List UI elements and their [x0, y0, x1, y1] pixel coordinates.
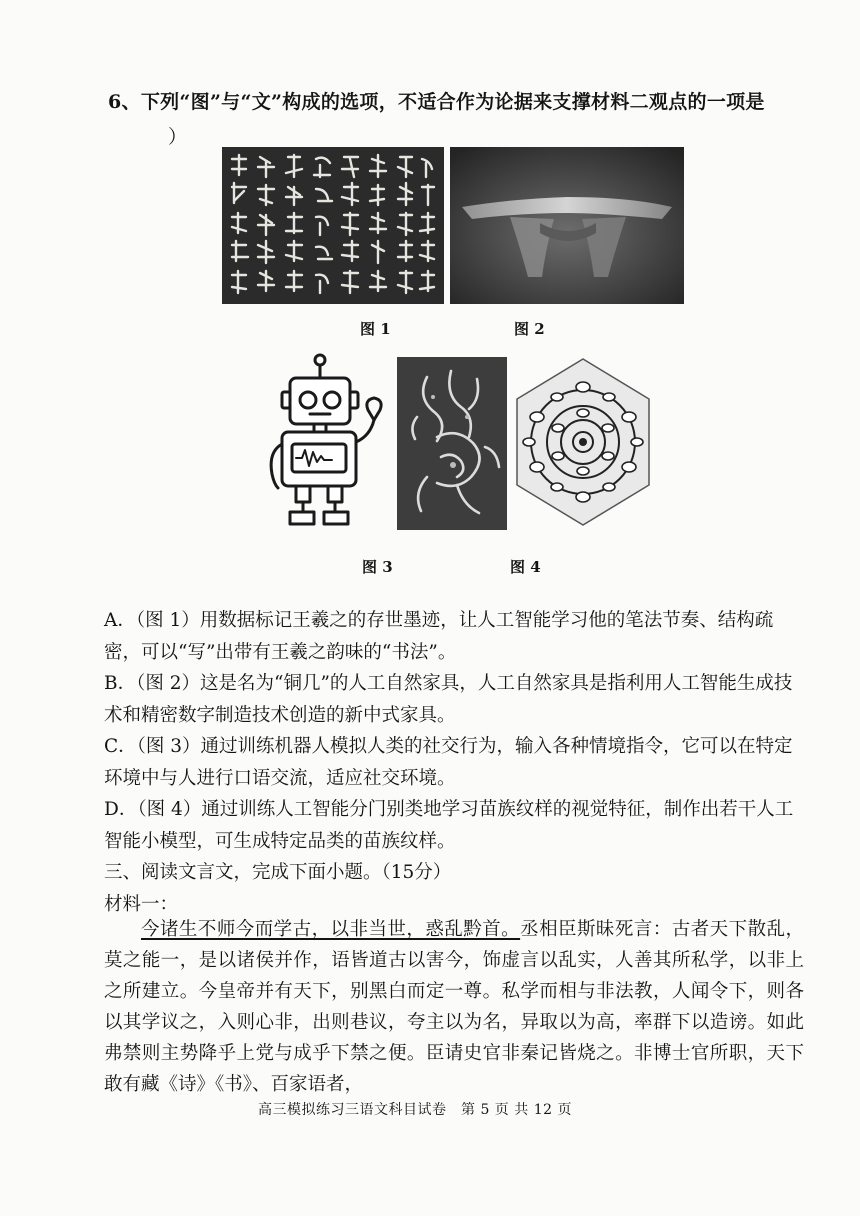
option-d: D．（图 4）通过训练人工智能分门别类地学习苗族纹样的视觉特征，制作出若干人工智能小模型，可生成特定品类的苗族纹样。 [104, 799, 794, 852]
classical-passage [104, 914, 804, 1100]
page-footer: 高三模拟练习三语文科目试卷 第 5 页 共 12 页 [258, 1102, 572, 1118]
answer-options [104, 605, 804, 920]
option-a: A．（图 1）用数据标记王羲之的存世墨迹，让人工智能学习他的笔法节奏、结构疏密，可以“写”出带有王羲之韵味的“书法”。 [104, 610, 774, 663]
underlined-sentence: 今诸生不师今而学古，以非当世，惑乱黔首。 [141, 919, 521, 940]
question-title: 6、下列“图”与“文”构成的选项，不适合作为论据来支撑材料二观点的一项是 [108, 91, 765, 113]
option-b: B．（图 2）这是名为“铜几”的人工自然家具，人工自然家具是指利用人工智能生成技术和精密数字制造技术创造的新中式家具。 [104, 673, 793, 726]
figure-3-caption: 图 3 [362, 558, 393, 576]
passage-paragraph [104, 914, 804, 1100]
option-c: C．（图 3）通过训练机器人模拟人类的社交行为，输入各种情境指令，它可以在特定环境中与人进行口语交流，适应社交环境。 [104, 736, 793, 789]
section-heading: 三、阅读文言文，完成下面小题。（15分） [104, 862, 452, 883]
material-label: 材料一： [104, 893, 179, 915]
figure-4-phoenix-pattern [397, 357, 507, 530]
figure-3-robot [268, 352, 390, 532]
figure-1-calligraphy [222, 147, 444, 304]
figure-2-caption: 图 2 [514, 320, 545, 338]
robot-icon [268, 352, 390, 532]
figure-2-furniture [450, 147, 684, 304]
figure-1-caption: 图 1 [360, 320, 391, 338]
figure-4-caption: 图 4 [510, 558, 541, 576]
phoenix-embroidery-image [397, 357, 507, 530]
figure-4-hexagon-pattern [513, 357, 653, 527]
calligraphy-image [222, 147, 444, 304]
furniture-image [450, 147, 684, 304]
hexagon-pattern-image [513, 357, 653, 527]
passage-text: 丞相臣斯昧死言：古者天下散乱，莫之能一，是以诸侯并作，语皆道古以害今，饰虚言以乱实，人善其所私学，以非上之所建立。今皇帝并有天下，别黑白而定一尊。私学而相与非法教，人闻令下，则各以其学议之，入则心非，出则巷议，夸主以为名，异取以为高，率群下以造谤。如此弗禁则主势降乎上党与成乎下禁之便。臣请史官非秦记皆烧之。非博士官所职，天下敢有藏《诗》《书》、百家语者， [104, 919, 804, 1095]
question-paren: ） [168, 126, 188, 148]
